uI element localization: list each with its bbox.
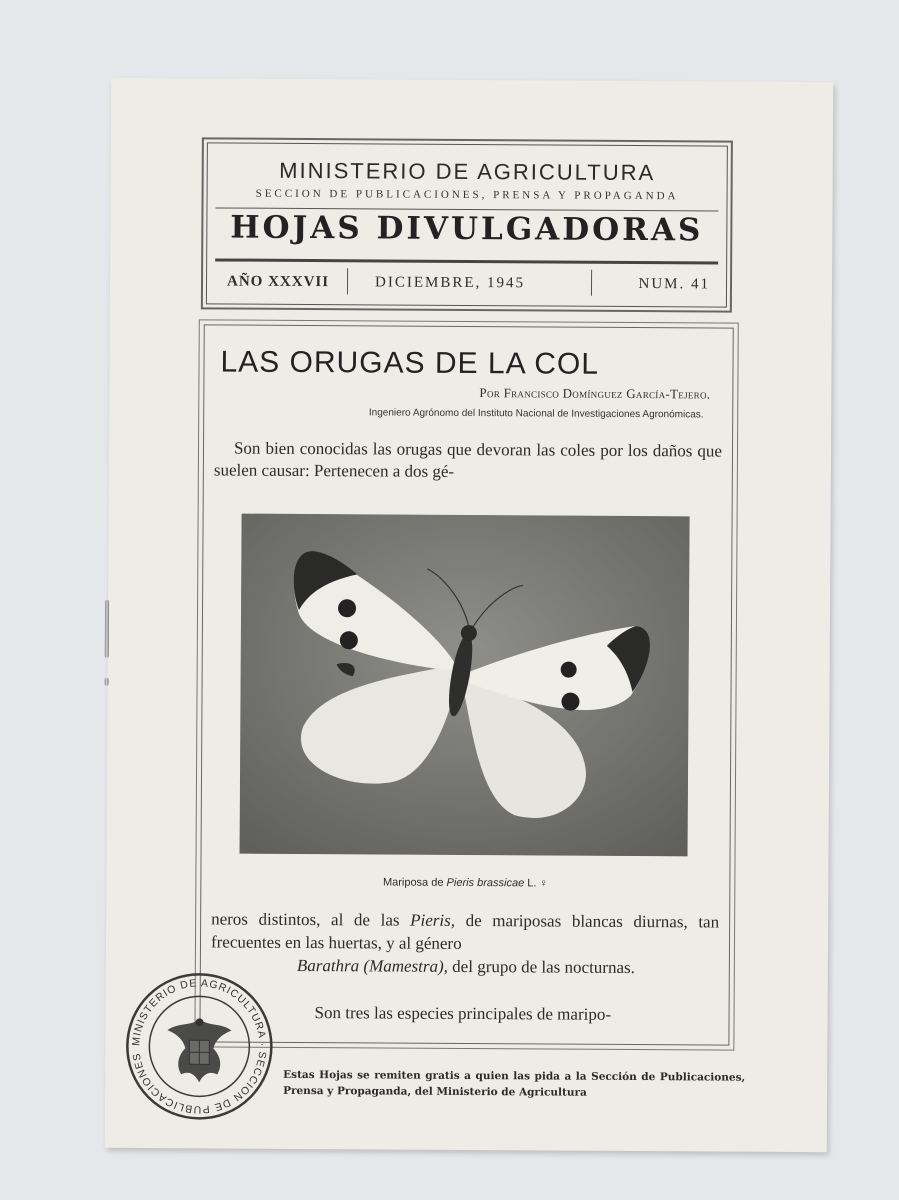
section-name: SECCION DE PUBLICACIONES, PRENSA Y PROPAGANDA — [255, 187, 679, 203]
caption-suffix: L. ♀ — [527, 877, 548, 890]
continuation-text-1: neros distintos, al de las — [211, 909, 411, 930]
intro-paragraph: Son bien conocidas las orugas que devoran las coles por los daños que suelen causar: Pertenecen a dos gé- — [213, 438, 723, 481]
article-frame — [199, 324, 733, 1045]
issue-date: DICIEMBRE, 1945 — [374, 274, 526, 292]
staple-lower — [105, 678, 109, 686]
publication-title: HOJAS DIVULGADORAS — [230, 209, 704, 249]
issue-number: NUM. 41 — [638, 276, 711, 293]
issue-info-bar — [215, 265, 718, 298]
leaflet-page — [105, 78, 834, 1152]
svg-text:MINISTERIO DE AGRICULTURA · SE: MINISTERIO DE AGRICULTURA · SECCION DE PUBLICACIONES — [130, 977, 269, 1116]
divider — [591, 270, 592, 296]
closing-line: Son tres las especies principales de maripo- — [314, 1003, 612, 1024]
masthead-rule-thick — [215, 258, 718, 264]
butterfly-illustration — [240, 514, 690, 857]
caption-prefix: Mariposa de — [382, 876, 444, 889]
author-affiliation: Ingeniero Agrónomo del Instituto Nacional de Investigaciones Agronómicas. — [368, 407, 704, 421]
article-title: LAS ORUGAS DE LA COL — [220, 345, 600, 381]
divider — [347, 268, 348, 294]
butterfly-photo — [240, 514, 690, 857]
genus-pieris: Pieris, — [410, 910, 456, 930]
ministry-name: MINISTERIO DE AGRICULTURA — [279, 157, 656, 186]
caption-species: Pieris brassicae — [446, 876, 525, 890]
distribution-note: Estas Hojas se remiten gratis a quien las pida a la Sección de Publicaciones, Prensa y Propaganda, del Ministerio de Agricultura — [283, 1068, 746, 1099]
issue-year: AÑO XXXVII — [226, 273, 330, 291]
ministry-seal-stamp — [123, 970, 276, 1123]
continuation-text-2: de mariposas blancas diurnas, tan frecuentes en las huertas, y al género — [210, 910, 720, 953]
genus-barathra: Barathra (Mamestra), — [296, 955, 449, 976]
continuation-text-3: del grupo de las nocturnas. — [447, 956, 635, 978]
staple — [105, 600, 109, 658]
continuation-paragraph — [211, 907, 719, 979]
masthead — [206, 142, 728, 307]
author-byline: Por Francisco Domínguez García-Tejero. — [479, 385, 711, 402]
figure-caption — [201, 875, 729, 890]
